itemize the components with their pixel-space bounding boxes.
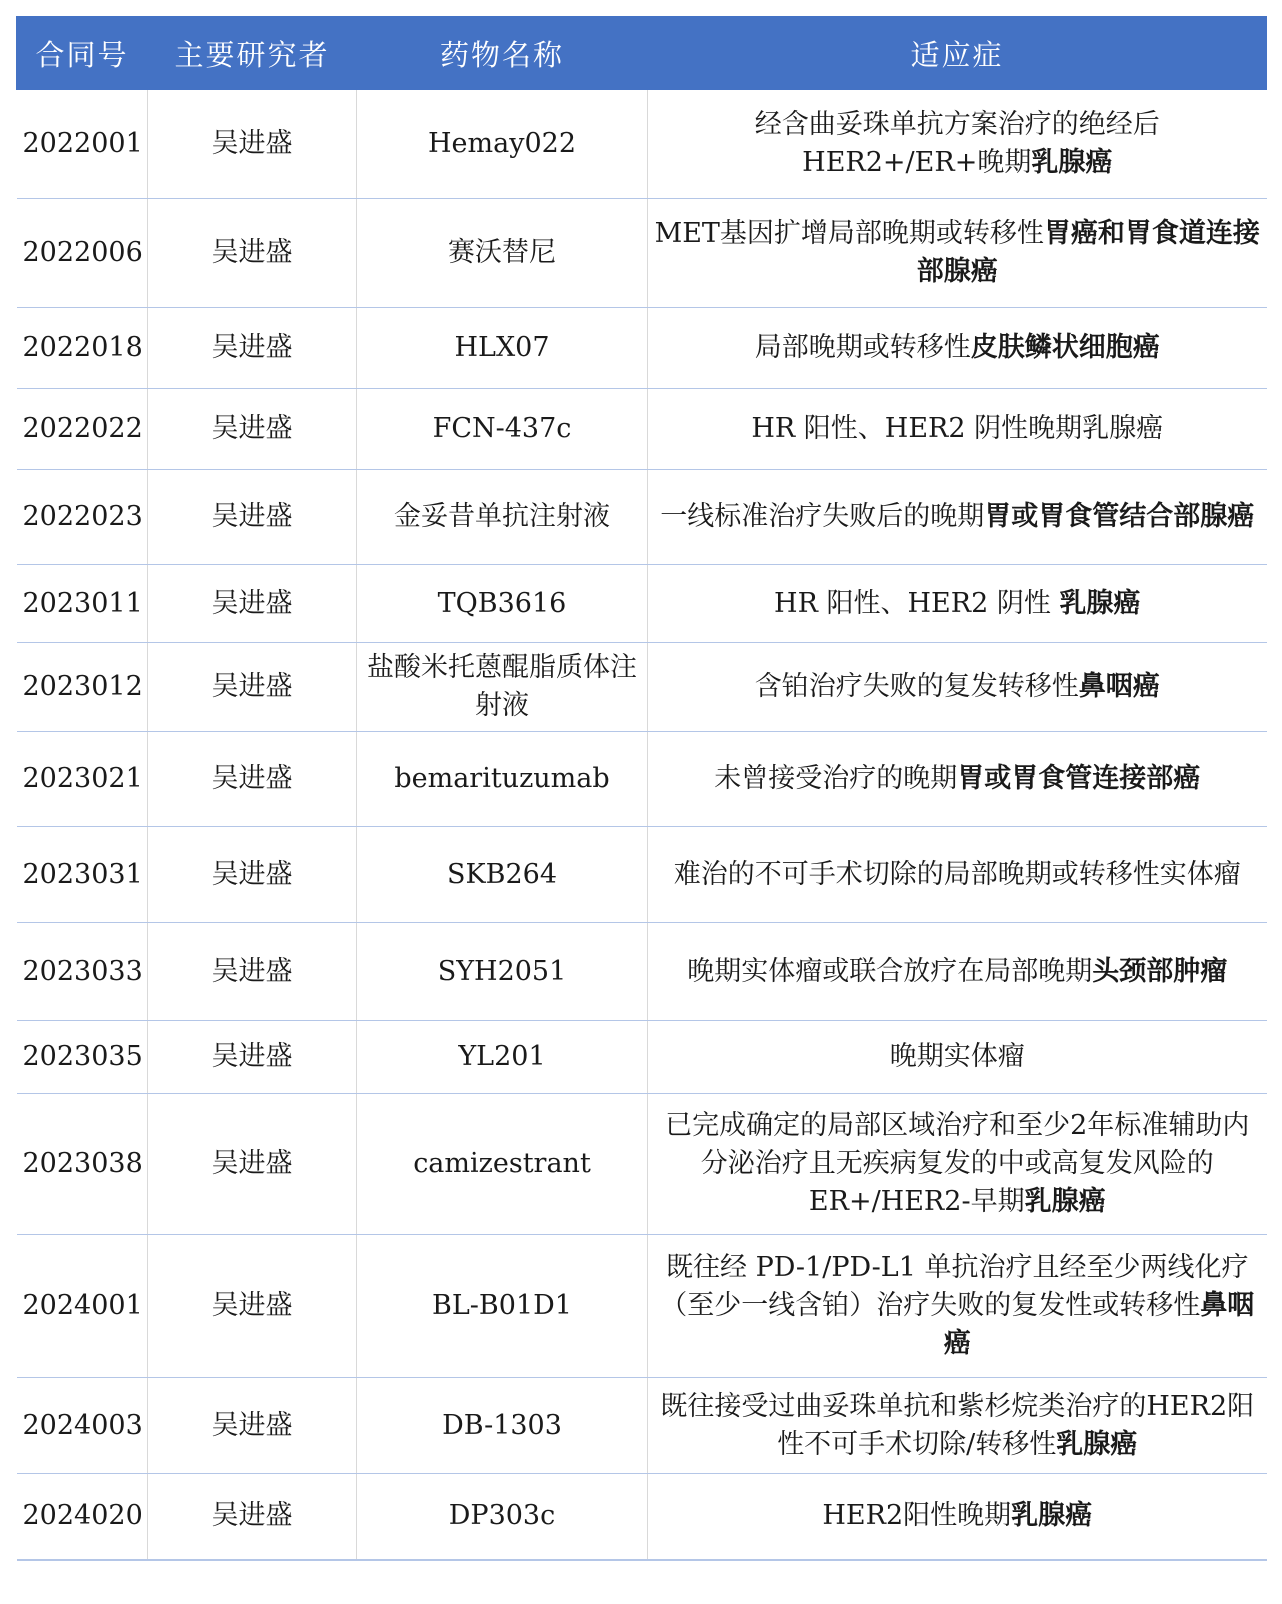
- indication-text: 经含曲妥珠单抗方案治疗的绝经后HER2+/ER+晚期: [754, 109, 1160, 178]
- contract-no-cell: 2022006: [17, 199, 148, 308]
- indication-text: 既往经 PD-1/PD-L1 单抗治疗且经至少两线化疗（至少一线含铂）治疗失败的复发性或转移性: [660, 1252, 1249, 1321]
- indication-cell: [648, 1378, 1267, 1474]
- drug-name-cell: SKB264: [357, 827, 648, 923]
- drug-name-cell: SYH2051: [357, 923, 648, 1021]
- header-drug-name: 药物名称: [357, 17, 648, 90]
- contract-no-cell: 2022018: [17, 308, 148, 389]
- drug-name-cell: 金妥昔单抗注射液: [357, 470, 648, 565]
- investigator-cell: 吴进盛: [148, 1021, 357, 1094]
- investigator-cell: 吴进盛: [148, 308, 357, 389]
- indication-highlight: 胃或胃食管结合部腺癌: [984, 501, 1255, 532]
- indication-highlight: 乳腺癌: [1056, 1428, 1138, 1460]
- table-row: [17, 389, 1267, 470]
- investigator-cell: 吴进盛: [148, 90, 357, 199]
- header-principal-investigator: 主要研究者: [148, 17, 357, 90]
- indication-cell: [648, 923, 1267, 1021]
- trial-table: [16, 16, 1267, 1561]
- drug-name-cell: DP303c: [357, 1474, 648, 1560]
- indication-highlight: 胃或胃食管连接部癌: [957, 763, 1201, 794]
- investigator-cell: 吴进盛: [148, 199, 357, 308]
- table-row: [17, 1474, 1267, 1560]
- investigator-cell: 吴进盛: [148, 1474, 357, 1560]
- drug-name-cell: 盐酸米托蒽醌脂质体注射液: [357, 643, 648, 732]
- contract-no-cell: 2023035: [17, 1021, 148, 1094]
- indication-text: 未曾接受治疗的晚期: [714, 763, 958, 794]
- table-row: [17, 1021, 1267, 1094]
- table-row: [17, 643, 1267, 732]
- table-row: [17, 308, 1267, 389]
- contract-no-cell: 2024001: [17, 1235, 148, 1378]
- contract-no-cell: 2023038: [17, 1094, 148, 1235]
- indication-highlight: 乳腺癌: [1024, 1186, 1106, 1217]
- indication-text: 晚期实体瘤或联合放疗在局部晚期: [687, 955, 1093, 987]
- indication-cell: [648, 1474, 1267, 1560]
- indication-highlight: 鼻咽癌: [943, 1290, 1255, 1359]
- table-row: [17, 1378, 1267, 1474]
- contract-no-cell: 2022001: [17, 90, 148, 199]
- indication-cell: [648, 732, 1267, 827]
- table-row: [17, 1094, 1267, 1235]
- indication-highlight: 乳腺癌: [1031, 147, 1113, 178]
- contract-no-cell: 2022022: [17, 389, 148, 470]
- drug-name-cell: 赛沃替尼: [357, 199, 648, 308]
- contract-no-cell: 2023031: [17, 827, 148, 923]
- indication-cell: [648, 565, 1267, 643]
- investigator-cell: 吴进盛: [148, 1378, 357, 1474]
- indication-cell: [648, 827, 1267, 923]
- indication-highlight: 皮肤鳞状细胞癌: [970, 332, 1160, 363]
- drug-name-cell: FCN-437c: [357, 389, 648, 470]
- indication-cell: [648, 1094, 1267, 1235]
- indication-text: 局部晚期或转移性: [754, 332, 971, 363]
- table-row: [17, 827, 1267, 923]
- drug-name-cell: BL-B01D1: [357, 1235, 648, 1378]
- contract-no-cell: 2024020: [17, 1474, 148, 1560]
- indication-cell: [648, 90, 1267, 199]
- indication-highlight: 胃癌和胃食道连接部腺癌: [916, 218, 1260, 287]
- indication-highlight: 乳腺癌: [1059, 587, 1141, 619]
- table-row: [17, 732, 1267, 827]
- indication-cell: [648, 643, 1267, 732]
- indication-text: 既往接受过曲妥珠单抗和紫杉烷类治疗的HER2阳性不可手术切除/转移性: [660, 1390, 1255, 1460]
- indication-text: MET基因扩增局部晚期或转移性: [654, 218, 1044, 249]
- drug-name-cell: camizestrant: [357, 1094, 648, 1235]
- contract-no-cell: 2024003: [17, 1378, 148, 1474]
- header-row: [17, 17, 1267, 90]
- investigator-cell: 吴进盛: [148, 923, 357, 1021]
- indication-highlight: 头颈部肿瘤: [1092, 955, 1228, 987]
- contract-no-cell: 2022023: [17, 470, 148, 565]
- investigator-cell: 吴进盛: [148, 732, 357, 827]
- indication-cell: [648, 470, 1267, 565]
- contract-no-cell: 2023011: [17, 565, 148, 643]
- indication-highlight: 乳腺癌: [1011, 1500, 1093, 1532]
- header-contract-no: 合同号: [17, 17, 148, 90]
- drug-name-cell: YL201: [357, 1021, 648, 1094]
- contract-no-cell: 2023012: [17, 643, 148, 732]
- drug-name-cell: HLX07: [357, 308, 648, 389]
- indication-text: 已完成确定的局部区域治疗和至少2年标准辅助内分泌治疗且无疾病复发的中或高复发风险的ER+/HER2-早期: [665, 1110, 1250, 1217]
- header-indication: 适应症: [648, 17, 1267, 90]
- table-row: [17, 199, 1267, 308]
- contract-no-cell: 2023033: [17, 923, 148, 1021]
- indication-cell: [648, 1021, 1267, 1094]
- indication-text: 含铂治疗失败的复发转移性: [754, 671, 1079, 702]
- drug-name-cell: bemarituzumab: [357, 732, 648, 827]
- investigator-cell: 吴进盛: [148, 565, 357, 643]
- table-row: [17, 90, 1267, 199]
- table-row: [17, 1235, 1267, 1378]
- drug-name-cell: DB-1303: [357, 1378, 648, 1474]
- indication-highlight: 鼻咽癌: [1078, 671, 1160, 702]
- investigator-cell: 吴进盛: [148, 1235, 357, 1378]
- indication-cell: [648, 389, 1267, 470]
- drug-name-cell: TQB3616: [357, 565, 648, 643]
- drug-name-cell: Hemay022: [357, 90, 648, 199]
- investigator-cell: 吴进盛: [148, 470, 357, 565]
- table-row: [17, 923, 1267, 1021]
- indication-text: 晚期实体瘤: [889, 1041, 1025, 1072]
- indication-text: HR 阳性、HER2 阴性晚期乳腺癌: [751, 413, 1164, 444]
- table-row: [17, 565, 1267, 643]
- indication-text: HR 阳性、HER2 阴性: [774, 587, 1060, 619]
- investigator-cell: 吴进盛: [148, 1094, 357, 1235]
- indication-text: 难治的不可手术切除的局部晚期或转移性实体瘤: [673, 858, 1241, 890]
- contract-no-cell: 2023021: [17, 732, 148, 827]
- indication-cell: [648, 199, 1267, 308]
- investigator-cell: 吴进盛: [148, 827, 357, 923]
- indication-cell: [648, 1235, 1267, 1378]
- investigator-cell: 吴进盛: [148, 389, 357, 470]
- indication-cell: [648, 308, 1267, 389]
- investigator-cell: 吴进盛: [148, 643, 357, 732]
- table-row: [17, 470, 1267, 565]
- indication-text: 一线标准治疗失败后的晚期: [660, 501, 985, 532]
- indication-text: HER2阳性晚期: [822, 1500, 1012, 1532]
